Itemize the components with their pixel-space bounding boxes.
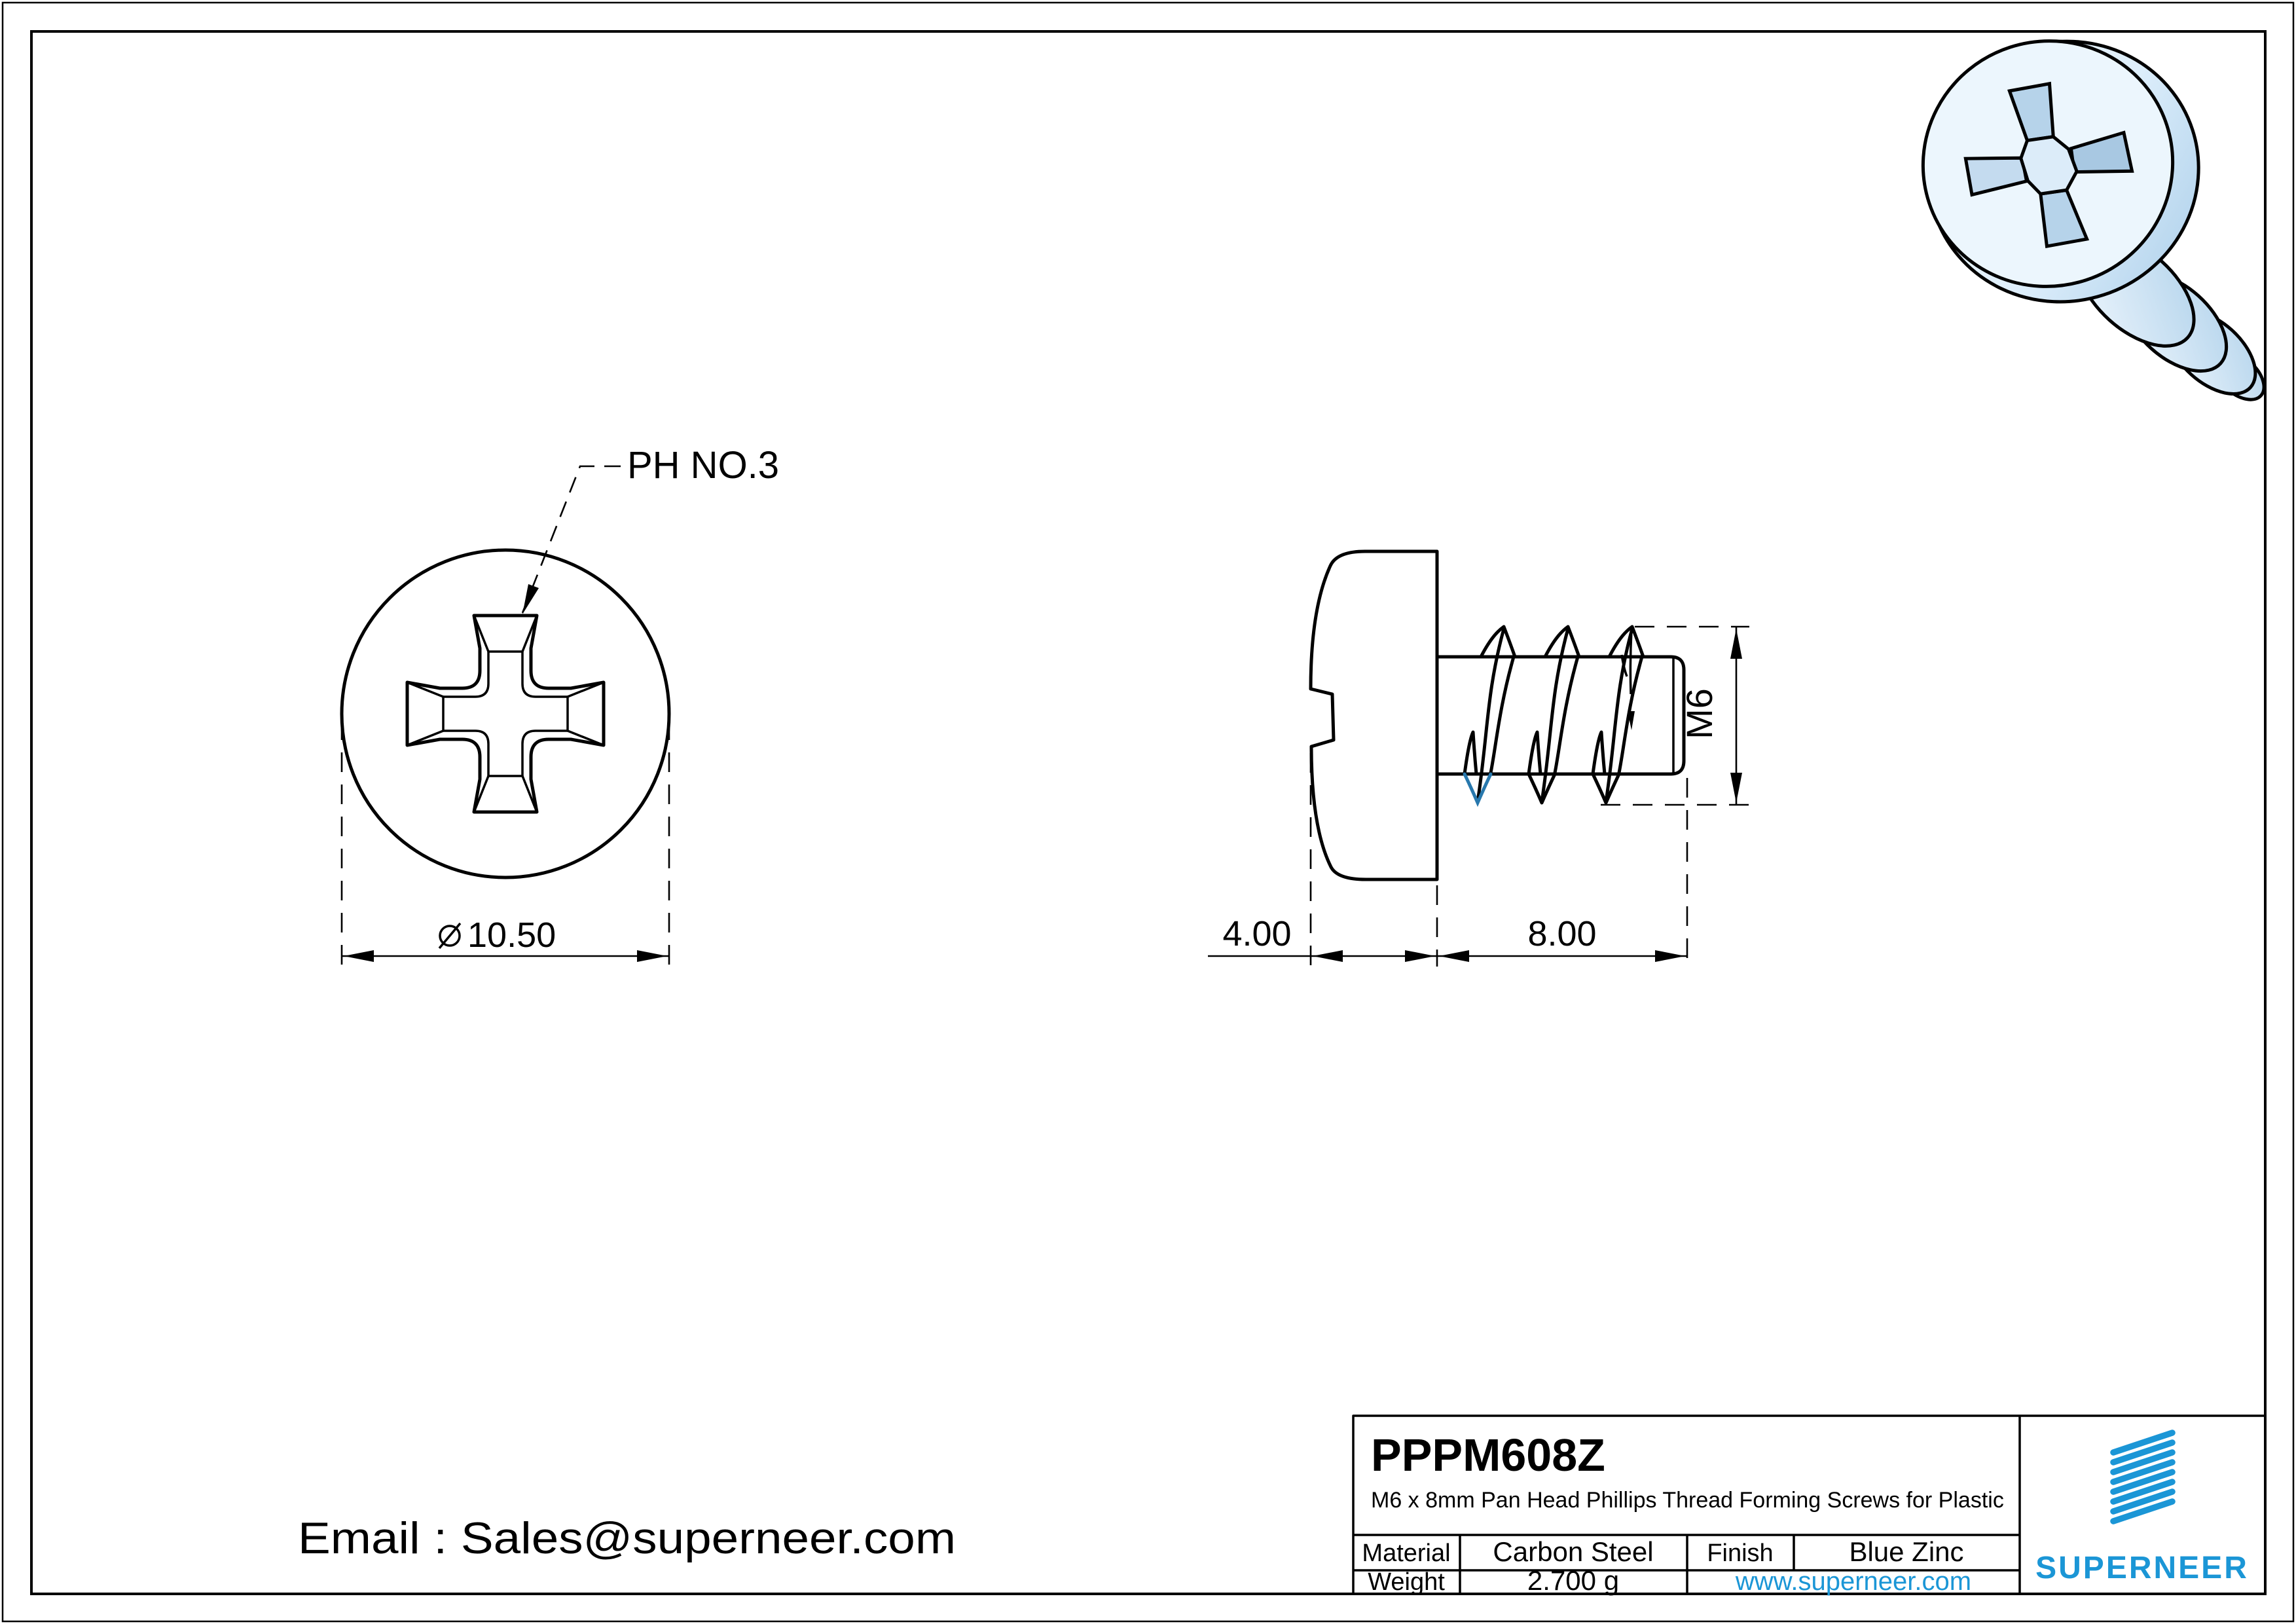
thread-length-value: 8.00 bbox=[1527, 914, 1597, 953]
material-value: Carbon Steel bbox=[1493, 1536, 1654, 1567]
dimension-arrowhead bbox=[1655, 950, 1685, 962]
dimension-arrowhead bbox=[1730, 773, 1742, 803]
diameter-value: 10.50 bbox=[467, 915, 556, 955]
dimension-arrowhead bbox=[1313, 950, 1343, 962]
front-view bbox=[342, 444, 779, 967]
part-description: M6 x 8mm Pan Head Phillips Thread Forming Screws for Plastic bbox=[1371, 1488, 2004, 1513]
part-number: PPPM608Z bbox=[1371, 1430, 1605, 1481]
superneer-stripes-logo-icon bbox=[2113, 1433, 2172, 1521]
finish-label: Finish bbox=[1707, 1540, 1774, 1567]
screw-3d-preview bbox=[1891, 7, 2273, 410]
dimension-arrowhead bbox=[1405, 950, 1435, 962]
thread-runout-line bbox=[1630, 630, 1631, 694]
recess-label: PH NO.3 bbox=[627, 444, 780, 487]
brand-name: SUPERNEER bbox=[2035, 1551, 2249, 1585]
weight-label: Weight bbox=[1368, 1568, 1445, 1596]
weight-value: 2.700 g bbox=[1527, 1565, 1620, 1596]
dimension-arrowhead bbox=[1730, 629, 1742, 659]
dimension-arrowhead bbox=[344, 950, 374, 962]
head-outline bbox=[342, 550, 669, 877]
dimension-arrowhead bbox=[637, 950, 667, 962]
contact-email: Email : Sales@superneer.com bbox=[298, 1513, 956, 1563]
diameter-symbol-icon bbox=[439, 923, 460, 948]
thread-spec: M6 bbox=[1679, 688, 1720, 739]
title-block bbox=[1353, 1416, 2265, 1596]
finish-value: Blue Zinc bbox=[1849, 1536, 1964, 1567]
side-view bbox=[1208, 551, 1749, 967]
head-height-value: 4.00 bbox=[1222, 914, 1292, 953]
pan-head-profile bbox=[1311, 551, 1437, 879]
material-label: Material bbox=[1362, 1540, 1451, 1567]
inner-border bbox=[31, 31, 2265, 1594]
dimension-arrowhead bbox=[1439, 950, 1469, 962]
website-link[interactable]: www.superneer.com bbox=[1735, 1567, 1972, 1596]
